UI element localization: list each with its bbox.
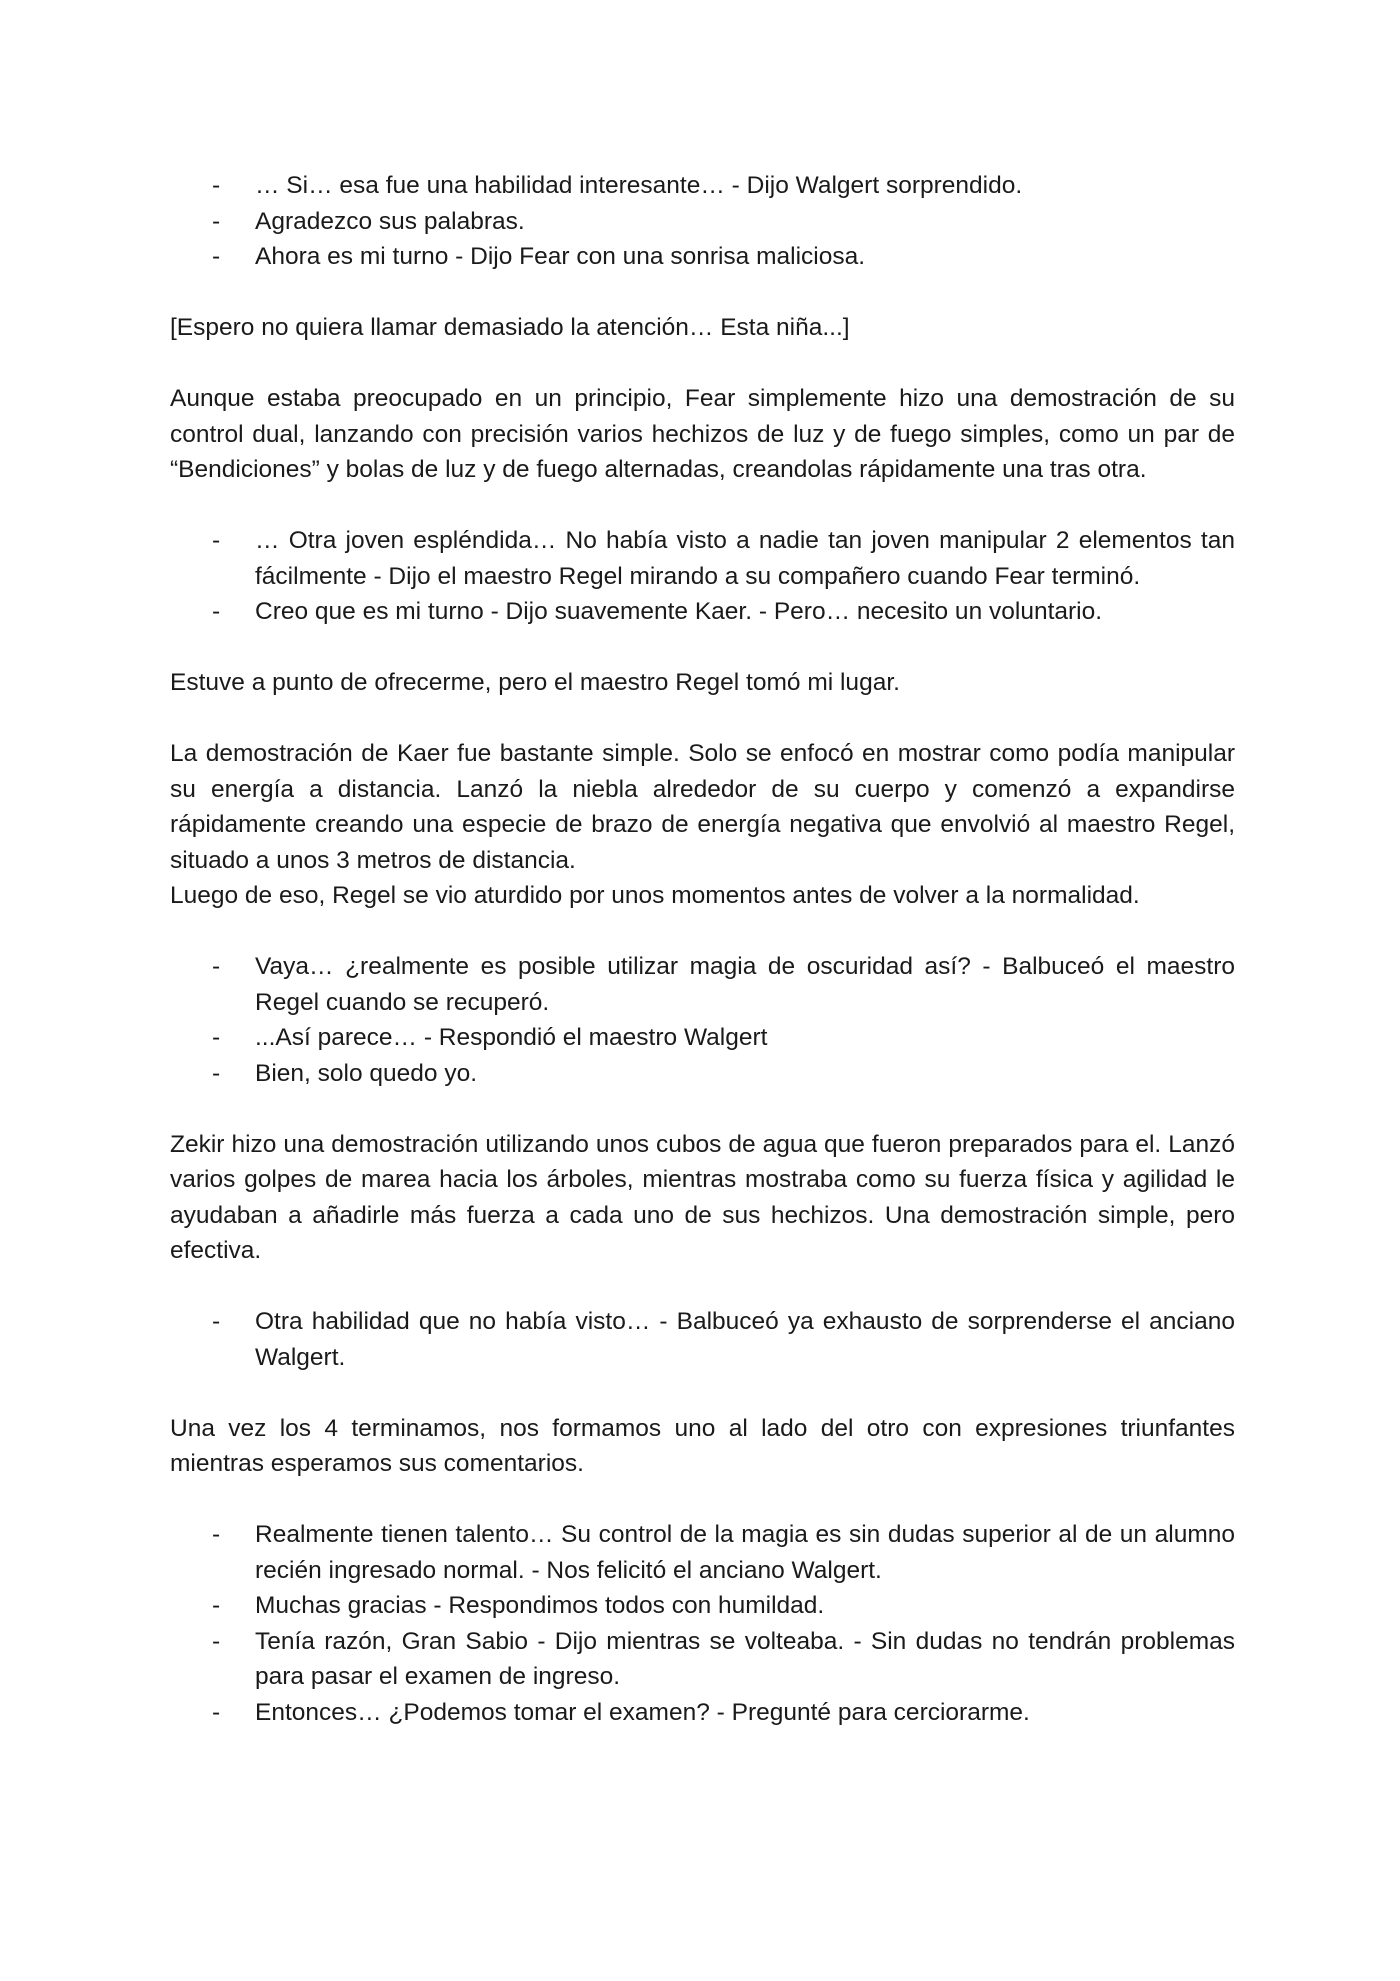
dialogue-item: - … Si… esa fue una habilidad interesante… - Dijo Walgert sorprendido. <box>170 168 1235 204</box>
dash-bullet: - <box>212 1698 221 1726</box>
dialogue-item: - Entonces… ¿Podemos tomar el examen? - Pregunté para cerciorarme. <box>170 1695 1235 1731</box>
dialogue-item: - Muchas gracias - Respondimos todos con humildad. <box>170 1588 1235 1624</box>
dash-bullet: - <box>212 1592 221 1619</box>
dialogue-item: - … Otra joven espléndida… No había visto a nadie tan joven manipular 2 elementos tan fácilmente - Dijo el maestro Regel mirando a su compañero cuando Fear terminó. <box>170 523 1235 594</box>
dialogue-list <box>170 1304 1235 1375</box>
dash-bullet: - <box>212 527 221 554</box>
dash-bullet: - <box>212 1308 221 1335</box>
dialogue-item: - Otra habilidad que no había visto… - Balbuceó ya exhausto de sorprenderse el anciano Walgert. <box>170 1304 1235 1375</box>
paragraph: La demostración de Kaer fue bastante simple. Solo se enfocó en mostrar como podía manipular su energía a distancia. Lanzó la niebla alrededor de su cuerpo y comenzó a expandirse rápidamente creando una especie de brazo de energía negativa que envolvió al maestro Regel, situado a unos 3 metros de distancia. <box>170 740 1235 874</box>
paragraph: Zekir hizo una demostración utilizando unos cubos de agua que fueron preparados para el. Lanzó varios golpes de marea hacia los árboles, mientras mostraba como su fuerza física y agilidad le ayudaban a añadirle más fuerza a cada uno de sus hechizos. Una demostración simple, pero efectiva. <box>170 1130 1235 1264</box>
dash-bullet: - <box>212 1059 221 1087</box>
dialogue-item: - Creo que es mi turno - Dijo suavemente Kaer. - Pero… necesito un voluntario. <box>170 594 1235 630</box>
dash-bullet: - <box>212 207 221 235</box>
paragraph: Luego de eso, Regel se vio aturdido por unos momentos antes de volver a la normalidad. <box>170 882 1140 909</box>
dialogue-list <box>170 1517 1235 1730</box>
paragraph: Aunque estaba preocupado en un principio, Fear simplemente hizo una demostración de su control dual, lanzando con precisión varios hechizos de luz y de fuego simples, como un par de “Bendiciones” y bolas de luz y de fuego alternadas, creandolas rápidamente una tras otra. <box>170 385 1235 483</box>
dash-bullet: - <box>212 953 221 980</box>
paragraph: [Espero no quiera llamar demasiado la atención… Esta niña...] <box>170 314 850 341</box>
dialogue-list <box>170 949 1235 1091</box>
dialogue-item: - Agradezco sus palabras. <box>170 204 1235 240</box>
dialogue-list <box>170 523 1235 630</box>
dialogue-list <box>170 168 1235 275</box>
dash-bullet: - <box>212 243 221 270</box>
dash-bullet: - <box>212 1024 221 1051</box>
dialogue-item: - Bien, solo quedo yo. <box>170 1056 1235 1092</box>
dash-bullet: - <box>212 598 221 625</box>
dialogue-item: - Tenía razón, Gran Sabio - Dijo mientras se volteaba. - Sin dudas no tendrán problemas para pasar el examen de ingreso. <box>170 1624 1235 1695</box>
dash-bullet: - <box>212 1627 221 1655</box>
dash-bullet: - <box>212 172 221 199</box>
dash-bullet: - <box>212 1521 221 1548</box>
paragraph: Una vez los 4 terminamos, nos formamos uno al lado del otro con expresiones triunfantes mientras esperamos sus comentarios. <box>170 1414 1235 1477</box>
dialogue-item: - Ahora es mi turno - Dijo Fear con una sonrisa maliciosa. <box>170 239 1235 275</box>
paragraph: Estuve a punto de ofrecerme, pero el maestro Regel tomó mi lugar. <box>170 669 900 696</box>
document-page <box>170 168 1235 1730</box>
dialogue-item: - Vaya… ¿realmente es posible utilizar magia de oscuridad así? - Balbuceó el maestro Regel cuando se recuperó. <box>170 949 1235 1020</box>
dialogue-item: - Realmente tienen talento… Su control de la magia es sin dudas superior al de un alumno recién ingresado normal. - Nos felicitó el anciano Walgert. <box>170 1517 1235 1588</box>
dialogue-item: - ...Así parece… - Respondió el maestro Walgert <box>170 1020 1235 1056</box>
